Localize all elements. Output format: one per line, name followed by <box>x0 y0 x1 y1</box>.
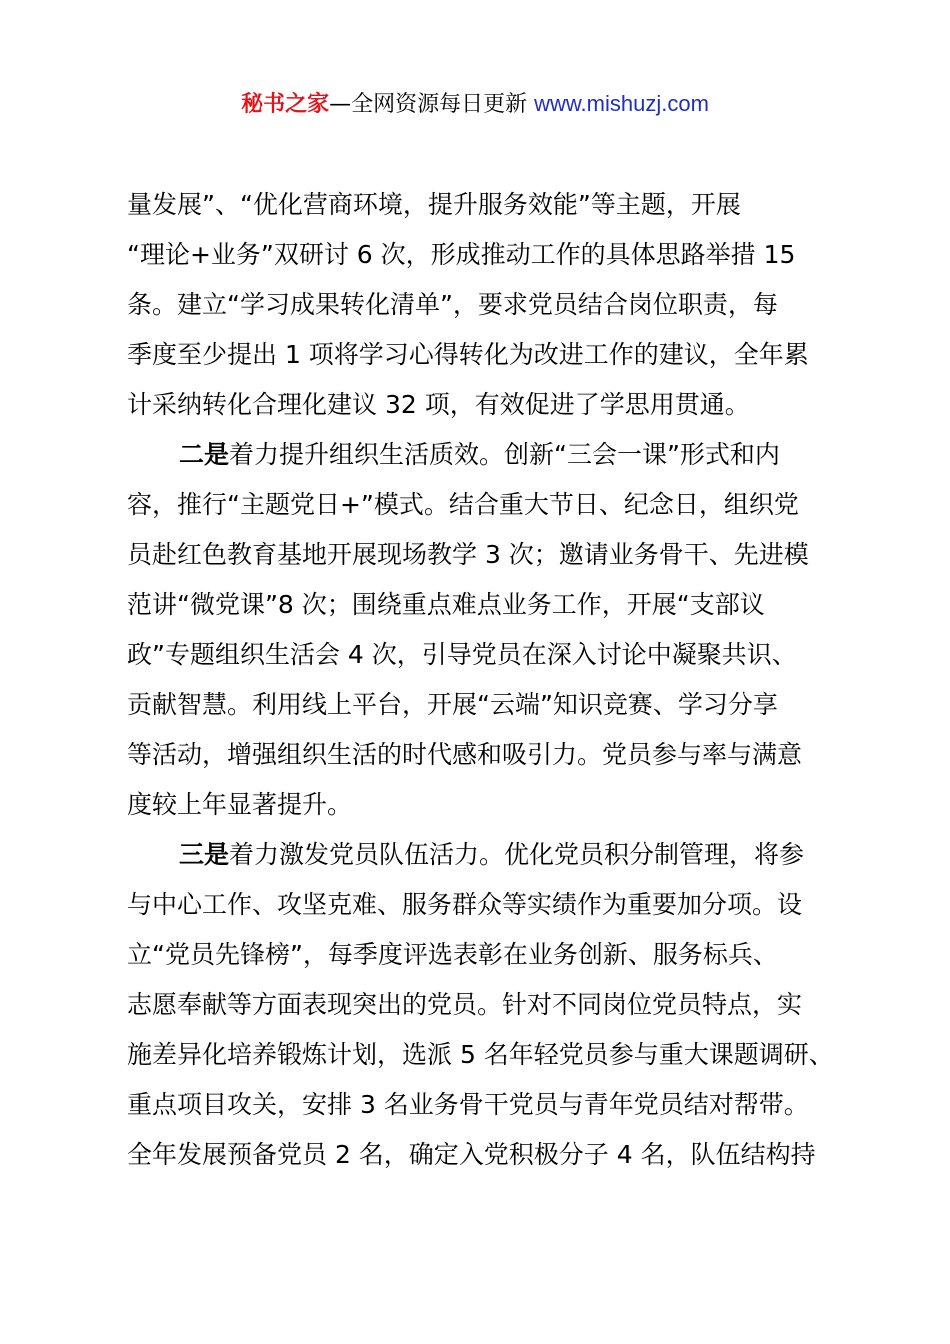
text-line: 施差异化培养锻炼计划，选派 5 名年轻党员参与重大课题调研、 <box>127 1040 834 1069</box>
document-body <box>127 182 847 1182</box>
paragraph-three-lead: 三是 <box>179 840 230 869</box>
text-line: 容，推行“主题党日+”模式。结合重大节日、纪念日，组织党 <box>127 490 799 519</box>
text-line: 条。建立“学习成果转化清单”，要求党员结合岗位职责，每 <box>127 290 778 319</box>
brand-name: 秘书之家 <box>241 92 330 117</box>
text-line: 季度至少提出 1 项将学习心得转化为改进工作的建议，全年累 <box>127 340 809 369</box>
text-line: 重点项目攻关，安排 3 名业务骨干党员与青年党员结对帮带。 <box>127 1090 809 1119</box>
paragraph-two-text: 着力提升组织生活质效。创新“三会一课”形式和内 <box>229 440 780 469</box>
text-line: 计采纳转化合理化建议 32 项，有效促进了学思用贯通。 <box>127 390 750 419</box>
paragraph-three-first-line <box>127 832 847 882</box>
text-line: 立“党员先锋榜”，每季度评选表彰在业务创新、服务标兵、 <box>127 940 778 969</box>
text-line: 范讲“微党课”8 次；围绕重点难点业务工作，开展“支部议 <box>127 590 765 619</box>
paragraph-two-lead: 二是 <box>179 440 230 469</box>
text-line: 度较上年显著提升。 <box>127 790 353 819</box>
text-line: 全年发展预备党员 2 名，确定入党积极分子 4 名，队伍结构持 <box>127 1140 816 1169</box>
text-line: 志愿奉献等方面表现突出的党员。针对不同岗位党员特点，实 <box>127 990 803 1019</box>
text-line: 与中心工作、攻坚克难、服务群众等实绩作为重要加分项。设 <box>127 890 803 919</box>
text-line: 政”专题组织生活会 4 次，引导党员在深入讨论中凝聚共识、 <box>127 640 797 669</box>
site-header <box>0 88 950 121</box>
text-line: 贡献智慧。利用线上平台，开展“云端”知识竞赛、学习分享 <box>127 690 778 719</box>
paragraph-two-first-line <box>127 432 847 482</box>
site-url-link[interactable]: www.mishuzj.com <box>534 91 709 116</box>
text-line: 量发展”、“优化营商环境，提升服务效能”等主题，开展 <box>127 190 741 219</box>
text-line: 员赴红色教育基地开展现场教学 3 次；邀请业务骨干、先进模 <box>127 540 809 569</box>
header-tagline: —全网资源每日更新 <box>329 92 535 117</box>
text-line: 等活动，增强组织生活的时代感和吸引力。党员参与率与满意 <box>127 740 803 769</box>
text-line: “理论+业务”双研讨 6 次，形成推动工作的具体思路举措 15 <box>127 240 796 269</box>
paragraph-three-text: 着力激发党员队伍活力。优化党员积分制管理，将参 <box>229 840 805 869</box>
